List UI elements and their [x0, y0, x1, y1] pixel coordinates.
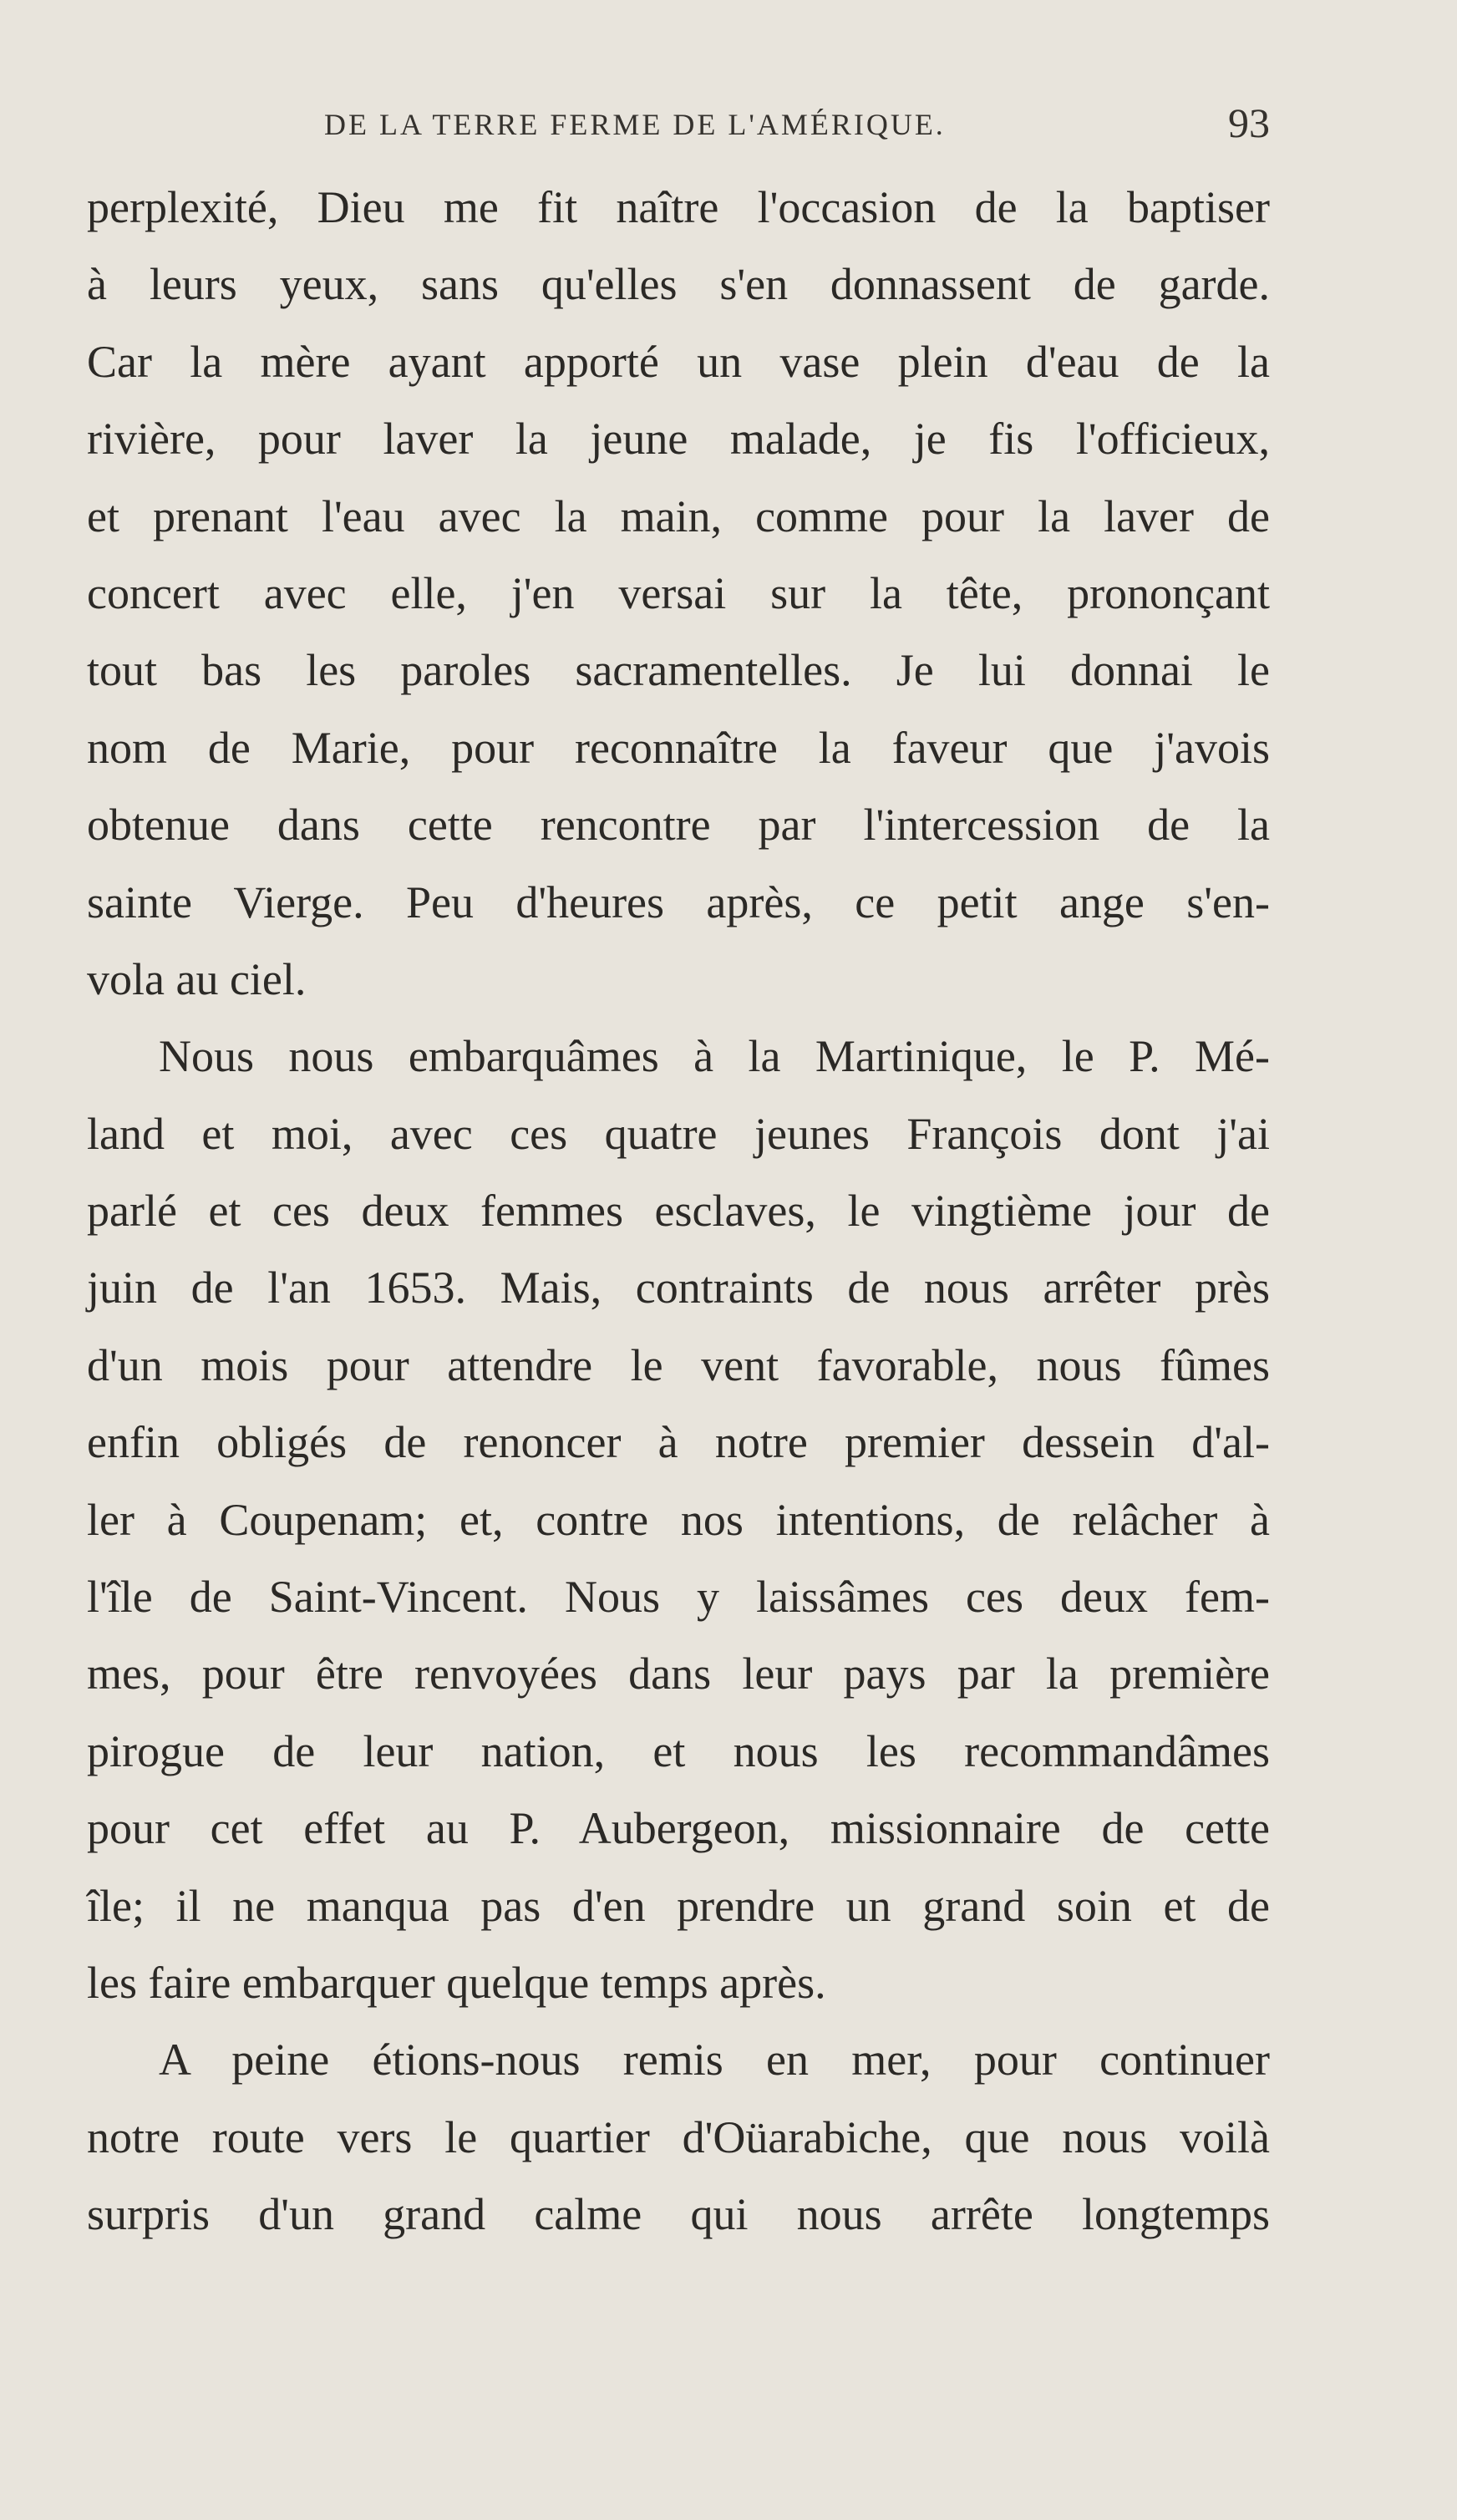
text-line: perplexité, Dieu me fit naître l'occasion de la baptiser — [87, 182, 1270, 232]
text-line: rivière, pour laver la jeune malade, je fis l'officieux, — [87, 414, 1270, 465]
text-line: surpris d'un grand calme qui nous arrête longtemps — [87, 2189, 1270, 2240]
text-line: ler à Coupenam; et, contre nos intentions, de relâcher à — [87, 1494, 1270, 1545]
text-line: parlé et ces deux femmes esclaves, le vingtième jour de — [87, 1186, 1270, 1237]
text-line: A peine étions-nous remis en mer, pour continuer — [159, 2035, 1270, 2086]
text-line: notre route vers le quartier d'Oüarabiche, que nous voilà — [87, 2111, 1270, 2162]
text-line: île; il ne manqua pas d'en prendre un grand soin et de — [87, 1880, 1270, 1931]
paragraph — [87, 1018, 1270, 2021]
text-line: pirogue de leur nation, et nous les recommandâmes — [87, 1725, 1270, 1776]
text-line: et prenant l'eau avec la main, comme pour la laver de — [87, 490, 1270, 541]
text-line: sainte Vierge. Peu d'heures après, ce petit ange s'en- — [87, 876, 1270, 927]
page-header — [87, 99, 1270, 157]
text-line: land et moi, avec ces quatre jeunes François dont j'ai — [87, 1108, 1270, 1159]
text-line: juin de l'an 1653. Mais, contraints de nous arrêter près — [87, 1263, 1270, 1313]
paragraph — [87, 2021, 1270, 2253]
text-line: l'île de Saint-Vincent. Nous y laissâmes ces deux fem- — [87, 1572, 1270, 1623]
text-line: nom de Marie, pour reconnaître la faveur que j'avois — [87, 722, 1270, 773]
text-line: concert avec elle, j'en versai sur la tête, prononçant — [87, 567, 1270, 618]
page-number: 93 — [1228, 99, 1270, 146]
running-title: DE LA TERRE FERME DE L'AMÉRIQUE. — [324, 108, 946, 141]
body-text — [87, 169, 1270, 2253]
text-line: Car la mère ayant apporté un vase plein d'eau de la — [87, 336, 1270, 387]
text-line: mes, pour être renvoyées dans leur pays par la première — [87, 1649, 1270, 1699]
text-line: obtenue dans cette rencontre par l'intercession de la — [87, 800, 1270, 851]
text-line: à leurs yeux, sans qu'elles s'en donnassent de garde. — [87, 259, 1270, 310]
text-line: enfin obligés de renoncer à notre premier dessein d'al- — [87, 1417, 1270, 1468]
text-line: vola au ciel. — [87, 953, 307, 1004]
paragraph — [87, 169, 1270, 1018]
text-line: pour cet effet au P. Aubergeon, missionnaire de cette — [87, 1803, 1270, 1854]
text-line: d'un mois pour attendre le vent favorable, nous fûmes — [87, 1339, 1270, 1390]
text-line: les faire embarquer quelque temps après. — [87, 1957, 826, 2008]
text-line: Nous nous embarquâmes à la Martinique, le P. Mé- — [159, 1031, 1270, 1082]
text-line: tout bas les paroles sacramentelles. Je lui donnai le — [87, 645, 1270, 696]
